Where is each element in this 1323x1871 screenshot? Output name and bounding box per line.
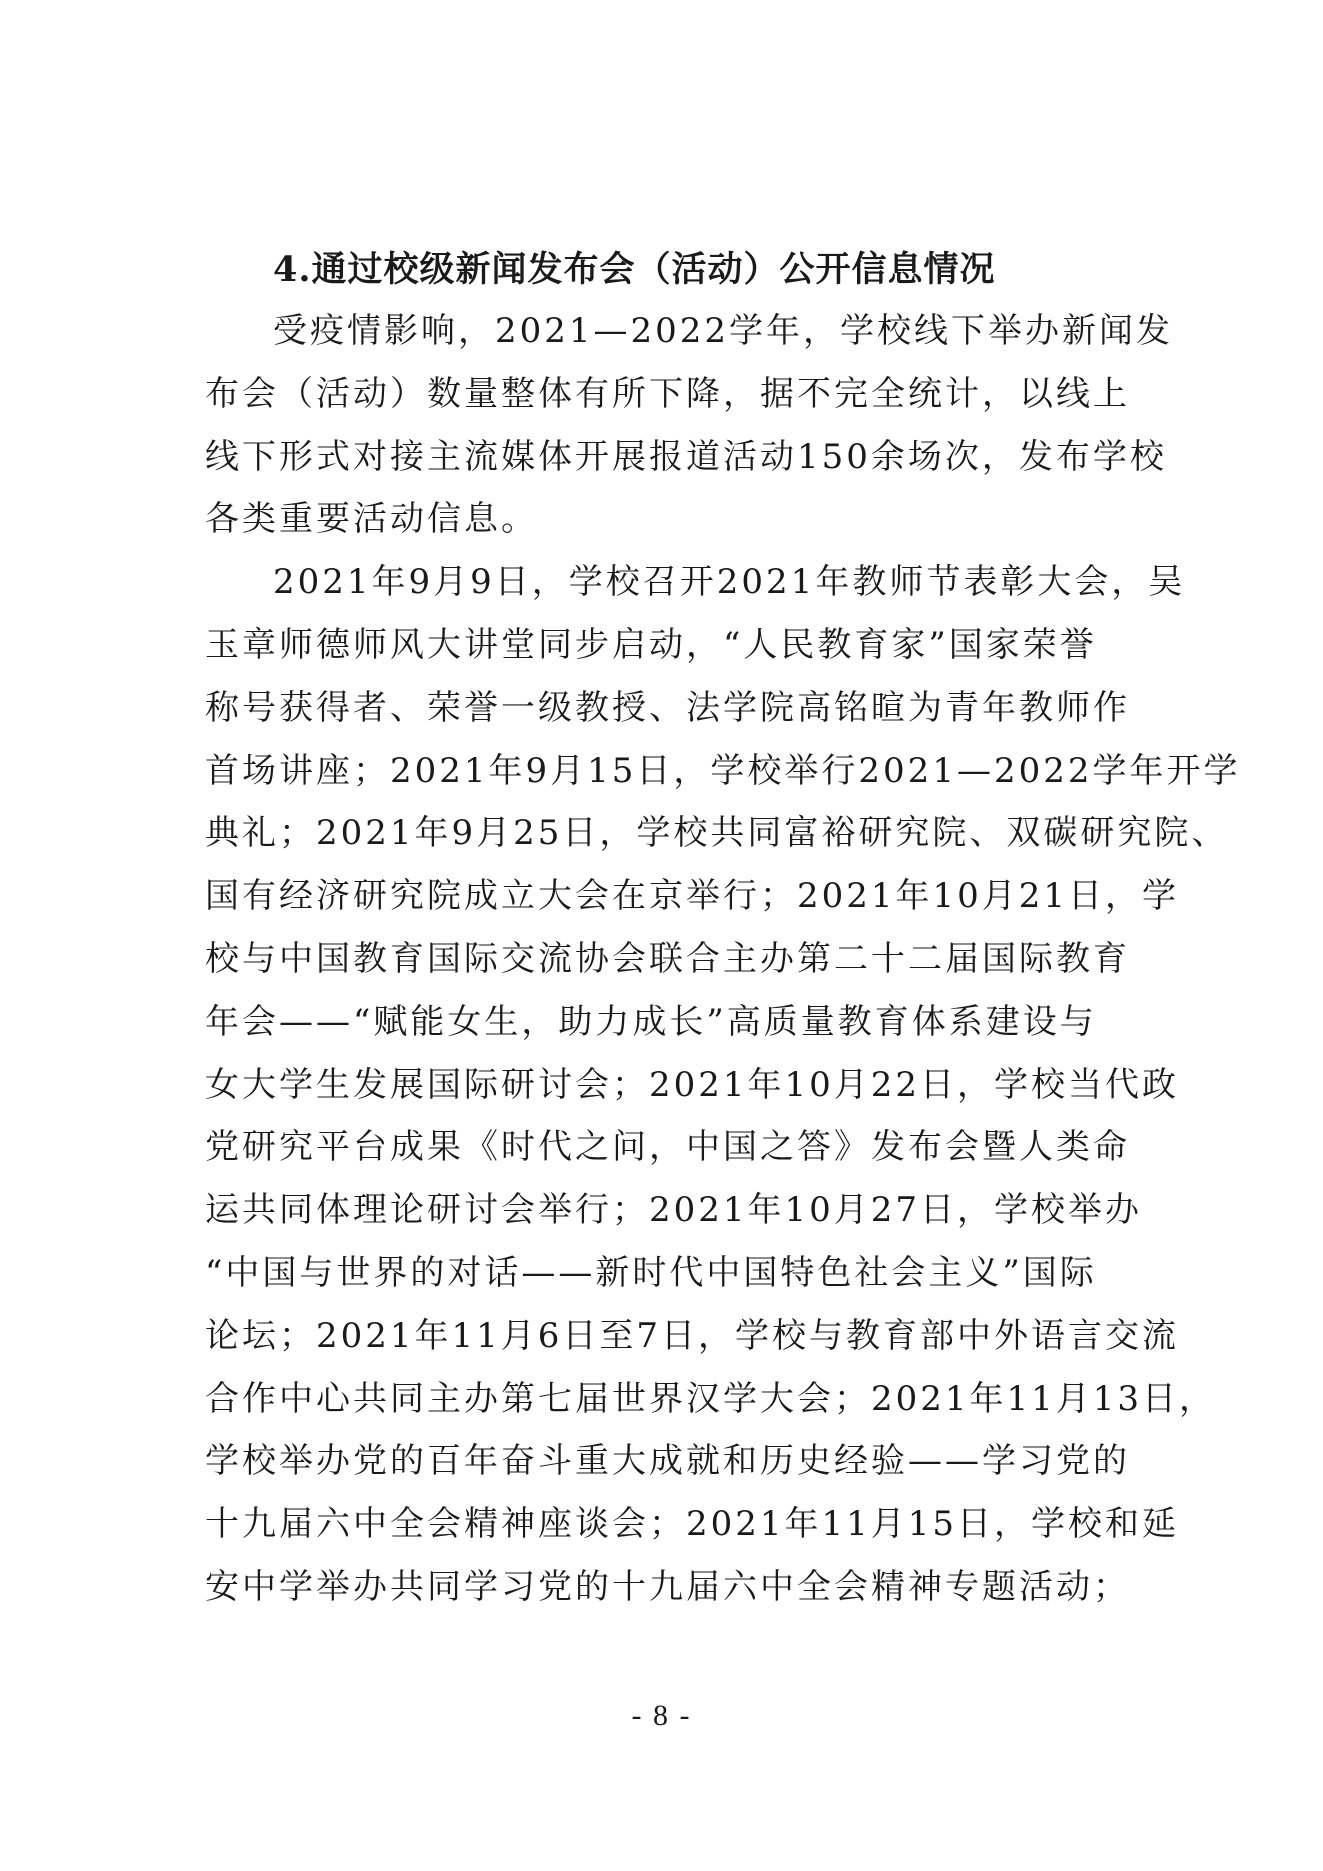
paragraph-line: 各类重要活动信息。 <box>205 499 538 540</box>
paragraph-line: “中国与世界的对话——新时代中国特色社会主义”国际 <box>205 1252 1097 1293</box>
paragraph-line: 2021年9月9日，学校召开2021年教师节表彰大会，吴 <box>273 562 1186 603</box>
paragraph-line: 女大学生发展国际研讨会；2021年10月22日，学校当代政 <box>205 1064 1180 1105</box>
paragraph-1 <box>205 300 1174 551</box>
document-page <box>205 240 1241 1619</box>
paragraph-line: 运共同体理论研讨会举行；2021年10月27日，学校举办 <box>205 1190 1143 1231</box>
paragraph-line: 线下形式对接主流媒体开展报道活动150余场次，发布学校 <box>205 436 1167 477</box>
paragraph-line: 称号获得者、荣誉一级教授、法学院高铭暄为青年教师作 <box>205 687 1130 728</box>
paragraph-line: 玉章师德师风大讲堂同步启动，“人民教育家”国家荣誉 <box>205 624 1097 665</box>
paragraph-line: 校与中国教育国际交流协会联合主办第二十二届国际教育 <box>205 938 1130 979</box>
paragraph-2 <box>205 551 1241 1619</box>
paragraph-line: 论坛；2021年11月6日至7日，学校与教育部中外语言交流 <box>205 1315 1180 1356</box>
paragraph-line: 首场讲座；2021年9月15日，学校举行2021—2022学年开学 <box>205 750 1241 791</box>
paragraph-line: 学校举办党的百年奋斗重大成就和历史经验——学习党的 <box>205 1441 1130 1482</box>
section-heading: 4.通过校级新闻发布会（活动）公开信息情况 <box>273 249 996 290</box>
paragraph-line: 布会（活动）数量整体有所下降，据不完全统计，以线上 <box>205 373 1130 414</box>
paragraph-line: 安中学举办共同学习党的十九届六中全会精神专题活动； <box>205 1566 1130 1607</box>
paragraph-line: 十九届六中全会精神座谈会；2021年11月15日，学校和延 <box>205 1504 1180 1545</box>
paragraph-line: 受疫情影响，2021—2022学年，学校线下举办新闻发 <box>273 311 1174 351</box>
paragraph-line: 合作中心共同主办第七届世界汉学大会；2021年11月13日， <box>205 1378 1217 1419</box>
paragraph-line: 国有经济研究院成立大会在京举行；2021年10月21日，学 <box>205 876 1180 917</box>
paragraph-line: 党研究平台成果《时代之问，中国之答》发布会暨人类命 <box>205 1127 1130 1168</box>
paragraph-line: 年会——“赋能女生，助力成长”高质量教育体系建设与 <box>205 1001 1097 1042</box>
paragraph-line: 典礼；2021年9月25日，学校共同富裕研究院、双碳研究院、 <box>205 813 1229 854</box>
page-number: - 8 - <box>631 1699 692 1732</box>
